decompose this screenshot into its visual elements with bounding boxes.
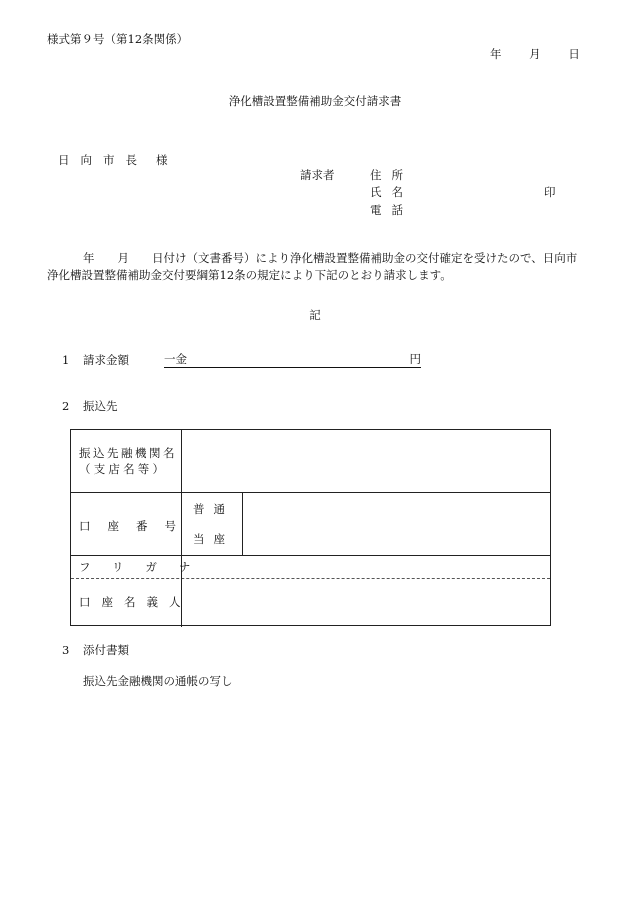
address-label: 住所 [370,168,413,182]
amount-prefix: 一金 [164,352,187,366]
item1-label: 請求金額 [83,353,129,367]
account-holder-input[interactable] [182,579,551,626]
item3-label: 添付書類 [83,643,129,657]
item3-number: 3 [62,643,70,657]
account-holder-label: 口座名義人 [79,595,192,609]
phone-label: 電話 [370,203,413,217]
seal-mark: 印 [544,185,556,199]
form-number: 様式第９号（第12条関係） [47,32,189,46]
item2-number: 2 [62,399,70,413]
furigana-input[interactable] [182,556,551,578]
addressee-honorific: 様 [156,153,168,167]
amount-unit: 円 [409,352,421,366]
requester-label: 請求者 [300,168,335,182]
addressee-name: 日向市長 [58,153,148,167]
branch-label: （支店名等） [79,462,168,476]
bank-name-label: 振込先融機関名 [79,446,177,460]
account-number-label: 口座番号 [79,519,193,533]
date-line [490,49,580,61]
item2-label: 振込先 [83,399,118,413]
date-month: 月 [529,47,541,61]
furigana-label: フリガナ [79,560,213,574]
account-number-input[interactable] [243,493,551,555]
account-type-current[interactable]: 当座 [193,532,234,546]
attachment-item: 振込先金融機関の通帳の写し [83,674,233,688]
bank-account-table [70,429,551,626]
bank-name-input[interactable] [182,430,551,492]
ki-heading: 記 [309,308,321,322]
addressee [58,155,168,167]
name-label: 氏名 [370,185,413,199]
item1-number: 1 [62,353,70,367]
amount-field[interactable] [164,354,421,368]
date-year: 年 [490,47,502,61]
document-title: 浄化槽設置整備補助金交付請求書 [228,94,402,108]
account-type-ordinary[interactable]: 普通 [193,502,234,516]
date-day: 日 [568,47,580,61]
body-paragraph: 年 月 日付け（文書番号）により浄化槽設置整備補助金の交付確定を受けたので、日向市浄化槽設置整備補助金交付要綱第12条の規定により下記のとおり請求します。 [47,251,578,282]
